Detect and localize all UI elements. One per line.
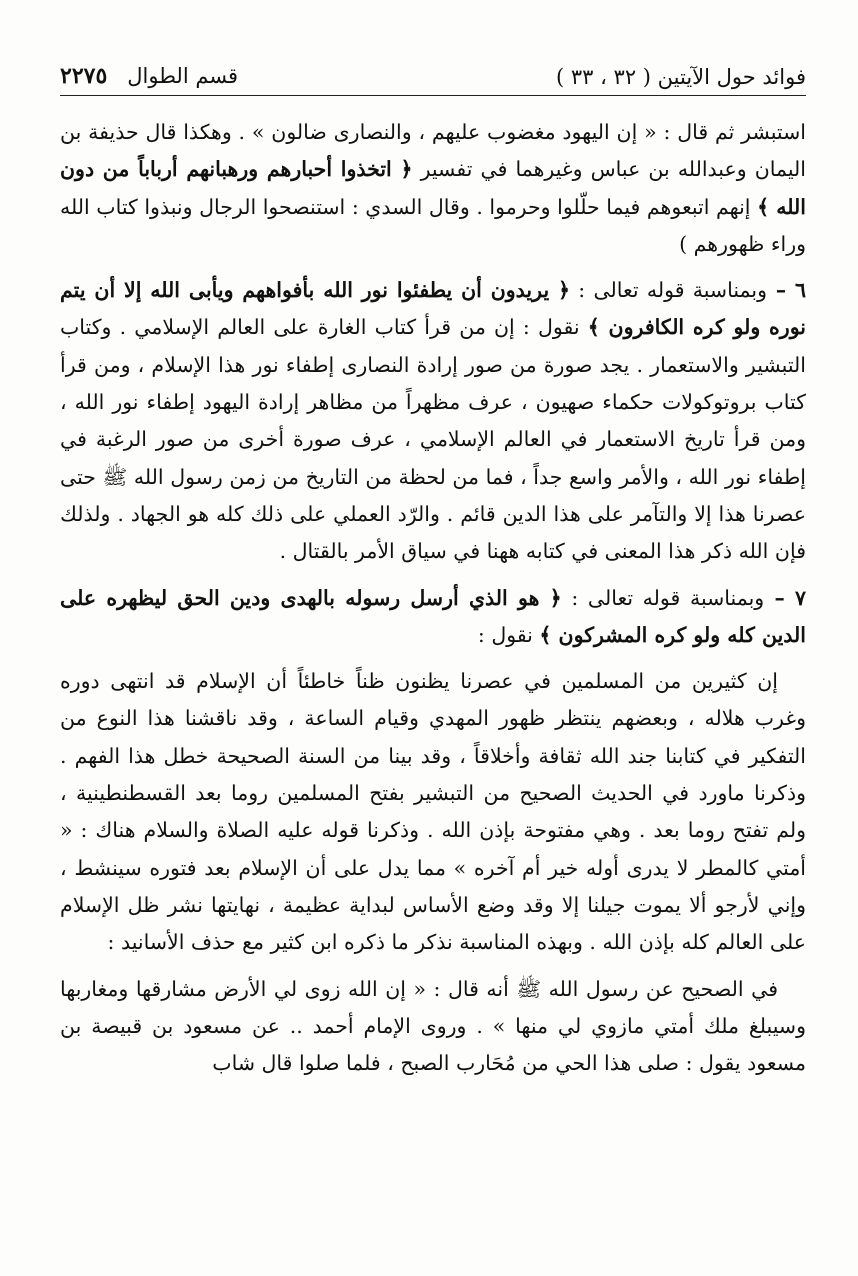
quran-quote: ﴿ اتخذوا أحبارهم ورهبانهم أرباباً من دون الله ﴾	[60, 157, 806, 219]
header-left	[60, 63, 238, 89]
quran-quote: ﴿ يريدون أن يطفئوا نور الله بأفواههم ويأبى الله إلا أن يتم نوره ولو كره الكافرون ﴾	[60, 278, 806, 340]
page-header	[60, 56, 806, 96]
paragraph-1	[60, 114, 806, 263]
item-number: ٧ –	[764, 585, 806, 610]
text: إن كثيرين من المسلمين في عصرنا يظنون ظناً خاطئاً أن الإسلام قد انتهى دوره وغرب هلاله ، وبعضهم ينتظر ظهور المهدي وقيام الساعة ، وقد ناقشنا هذا النوع من التفكير في كتابنا جند الله ثقافة وأخلاقاً ، وقد بينا من السنة الصحيحة خطل هذا الفهم . وذكرنا ماورد في الحديث الصحيح من التبشير بفتح المسلمين روما بعد القسطنطينية ، ولم تفتح روما بعد . وهي مفتوحة بإذن الله . وذكرنا قوله عليه الصلاة والسلام هناك : « أمتي كالمطر لا يدرى أوله خير أم آخره » مما يدل على أن الإسلام بعد فتوره سينشط ، وإني لأرجو ألا يموت جيلنا إلا وقد وضع الأساس لبداية عظيمة ، نهايتها نشر ظل الإسلام على العالم كله بإذن الله . وبهذه المناسبة نذكر ما ذكره ابن كثير مع حذف الأسانيد :	[60, 669, 806, 955]
page-number: ٢٢٧٥	[60, 63, 108, 89]
text: نقول : إن من قرأ كتاب الغارة على العالم الإسلامي . وكتاب التبشير والاستعمار . يجد صورة من صور إرادة النصارى إطفاء نور هذا الإسلام ، ومن قرأ كتاب بروتوكولات حكماء صهيون ، عرف مظهراً من مظاهر إرادة اليهود إطفاء نور الله ، ومن قرأ تاريخ الاستعمار في العالم الإسلامي ، عرف صورة أخرى من صور الرغبة في إطفاء نور الله ، والأمر واسع جداً ، فما من لحظة من التاريخ من زمن رسول الله ﷺ حتى عصرنا هذا إلا والتآمر على هذا الدين قائم . والرّد العملي على ذلك كله هو الجهاد . ولذلك فإن الله ذكر هذا المعنى في كتابه ههنا في سياق الأمر بالقتال .	[60, 315, 806, 564]
text: إنهم اتبعوهم فيما حلّلوا وحرموا . وقال السدي : استنصحوا الرجال ونبذوا كتاب الله وراء ظهورهم )	[60, 194, 806, 256]
text: وبمناسبة قوله تعالى :	[570, 278, 767, 303]
text: نقول :	[477, 622, 540, 647]
paragraph-2	[60, 272, 806, 570]
paragraph-4	[60, 663, 806, 961]
page-body	[60, 114, 806, 1082]
text: في الصحيح عن رسول الله ﷺ أنه قال : « إن الله زوى لي الأرض مشارقها ومغاربها وسيبلغ ملك أمتي مازوي لي منها » . وروى الإمام أحمد .. عن مسعود بن قبيصة بن مسعود يقول : صلى هذا الحي من مُحَارب الصبح ، فلما صلوا قال شاب	[60, 976, 806, 1076]
item-number: ٦ –	[766, 278, 806, 303]
text: استبشر ثم قال : « إن اليهود مغضوب عليهم ، والنصارى ضالون » . وهكذا قال حذيفة بن اليمان وعبدالله بن عباس وغيرهما في تفسير	[60, 120, 806, 182]
quran-quote: ﴿ هو الذي أرسل رسوله بالهدى ودين الحق ليظهره على الدين كله ولو كره المشركون ﴾	[60, 585, 806, 647]
running-title: فوائد حول الآيتين ( ٣٢ ، ٣٣ )	[555, 65, 806, 89]
paragraph-3	[60, 580, 806, 655]
section-name: قسم الطوال	[127, 64, 239, 88]
text: وبمناسبة قوله تعالى :	[561, 585, 765, 610]
paragraph-5	[60, 971, 806, 1083]
